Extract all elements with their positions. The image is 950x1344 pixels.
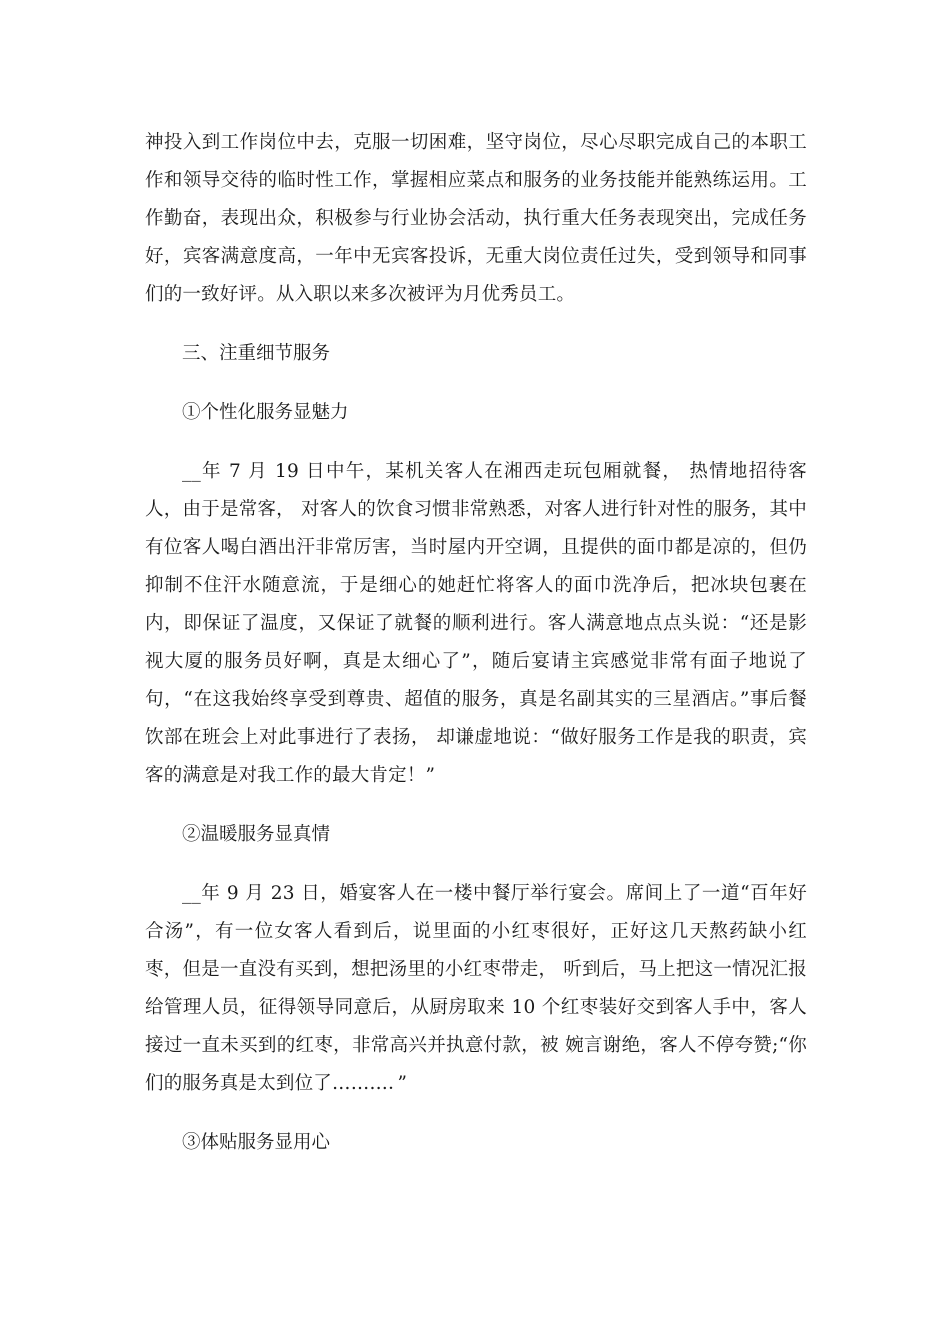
subheading-caring-service: ③体贴服务显用心 (182, 1132, 331, 1153)
paragraph-personalized-service: __年 7 月 19 日中午，某机关客人在湘西走玩包厢就餐， 热情地招待客人，由于是常客， 对客人的饮食习惯非常熟悉，对客人进行针对性的服务，其中有位客人喝白酒出汗非常厉害，当时屋内开空调，且提供的面巾都是凉的，但仍抑制不住汗水随意流，于是细心的她赶忙将客人的面巾洗净后，把冰块包裹在内，即保证了温度，又保证了就餐的顺利进行。客人满意地点点头说：“还是影视大厦的服务员好啊，真是太细心了”，随后宴请主宾感觉非常有面子地说了句，“在这我始终享受到尊贵、超值的服务，真是名副其实的三星酒店。”事后餐饮部在班会上对此事进行了表扬， 却谦虚地说：“做好服务工作是我的职责，宾客的满意是对我工作的最大肯定！” (145, 461, 807, 786)
subheading-warm-service: ②温暖服务显真情 (182, 824, 331, 845)
subheading-personalized-service: ①个性化服务显魅力 (182, 402, 349, 423)
section-heading-detail-service: 三、注重细节服务 (182, 343, 331, 364)
document-body (145, 124, 807, 1162)
paragraph-warm-service: __年 9 月 23 日，婚宴客人在一楼中餐厅举行宴会。席间上了一道“百年好合汤”，有一位女客人看到后，说里面的小红枣很好，正好这几天熬药缺小红枣，但是一直没有买到，想把汤里的小红枣带走， 听到后，马上把这一情况汇报给管理人员，征得领导同意后，从厨房取来 10 个红枣装好交到客人手中，客人接过一直未买到的红枣，非常高兴并执意付款，被 婉言谢绝，客人不停夸赞;“你们的服务真是太到位了………．” (145, 883, 807, 1094)
paragraph-intro: 神投入到工作岗位中去，克服一切困难，坚守岗位，尽心尽职完成自己的本职工作和领导交待的临时性工作，掌握相应菜点和服务的业务技能并能熟练运用。工作勤奋，表现出众，积极参与行业协会活动，执行重大任务表现突出，完成任务好，宾客满意度高，一年中无宾客投诉，无重大岗位责任过失，受到领导和同事们的一致好评。从入职以来多次被评为月优秀员工。 (145, 132, 807, 305)
